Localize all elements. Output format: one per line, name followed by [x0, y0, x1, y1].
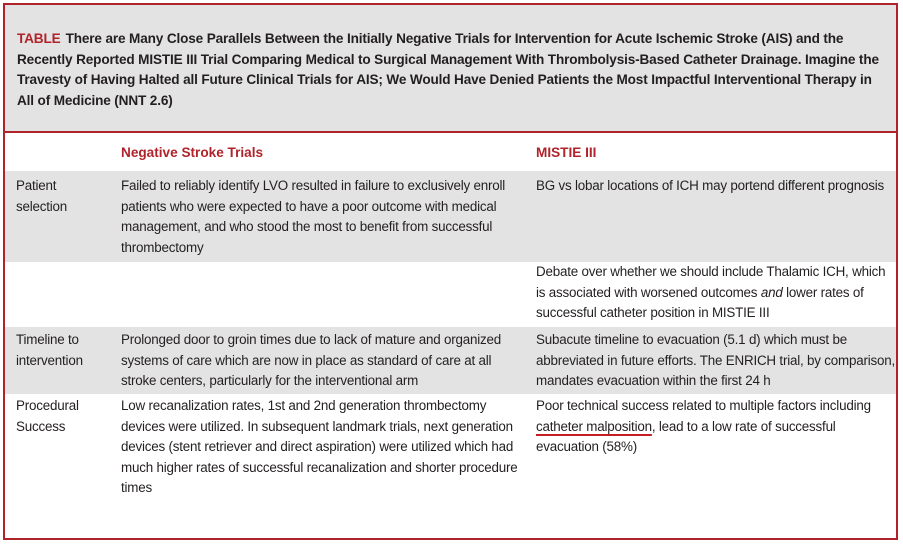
header-negative-stroke-trials: Negative Stroke Trials — [121, 144, 264, 160]
row-category: Patient selection — [16, 178, 68, 214]
row-category: Timeline to intervention — [16, 332, 83, 368]
row-category — [5, 262, 108, 327]
mistie-text-post: lower rates of successful catheter position in MISTIE III — [536, 284, 864, 321]
row-negative-cell — [108, 262, 520, 327]
table-header-row — [5, 133, 896, 171]
row-negative-cell: Failed to reliably identify LVO resulted in failure to exclusively enroll patients who were expected to have a poor outcome with medical management, and who stood the most to benefit from successful thrombectomy — [121, 178, 506, 255]
mistie-text-pre: Poor technical success related to multiple factors including — [536, 398, 871, 413]
row-mistie-cell: BG vs lobar locations of ICH may portend different prognosis — [536, 178, 884, 193]
table-caption-text: There are Many Close Parallels Between the Initially Negative Trials for Intervention for Acute Ischemic Stroke (AIS) and the Recently Reported MISTIE III Trial Comparing Medical to Surgical Management With Thrombolysis-Based Catheter Drainage. Imagine the Travesty of Having Halted all Future Clinical Trials for AIS; We Would Have Denied Patients the Most Impactful Interventional Therapy in All of Medicine (NNT 2.6) — [17, 31, 879, 108]
row-category: Procedural Success — [16, 398, 79, 434]
mistie-text-pre: Debate over whether we should include Thalamic ICH, which is associated with worsened outcomes — [536, 264, 886, 300]
table-frame — [3, 3, 898, 540]
table-row — [5, 394, 896, 515]
row-negative-cell: Low recanalization rates, 1st and 2nd generation thrombectomy devices were utilized. In subsequent landmark trials, next generation devices (stent retriever and direct aspiration) were utilized which had much higher rates of successful recanalization and shorter procedure times — [121, 398, 518, 496]
mistie-text-emphasis: and — [760, 284, 783, 300]
table-row — [5, 171, 896, 262]
row-mistie-cell — [520, 262, 896, 327]
table-row — [5, 262, 896, 327]
mistie-text-post: , lead to a low rate of successful evacuation (58%) — [536, 418, 836, 455]
mistie-underlined-text: catheter malposition — [536, 418, 652, 434]
row-negative-cell: Prolonged door to groin times due to lack of mature and organized systems of care which are now in place as standard of care at all stroke centers, particularly for the interventional arm — [121, 332, 502, 389]
row-mistie-cell: Subacute timeline to evacuation (5.1 d) which must be abbreviated in future efforts. The ENRICH trial, by comparison, mandates evacuation within the first 24 h — [536, 332, 896, 389]
table-label: TABLE — [17, 31, 61, 46]
row-mistie-cell — [520, 396, 896, 515]
table-caption — [5, 5, 896, 133]
header-mistie-iii: MISTIE III — [536, 144, 597, 160]
table-row — [5, 327, 896, 394]
